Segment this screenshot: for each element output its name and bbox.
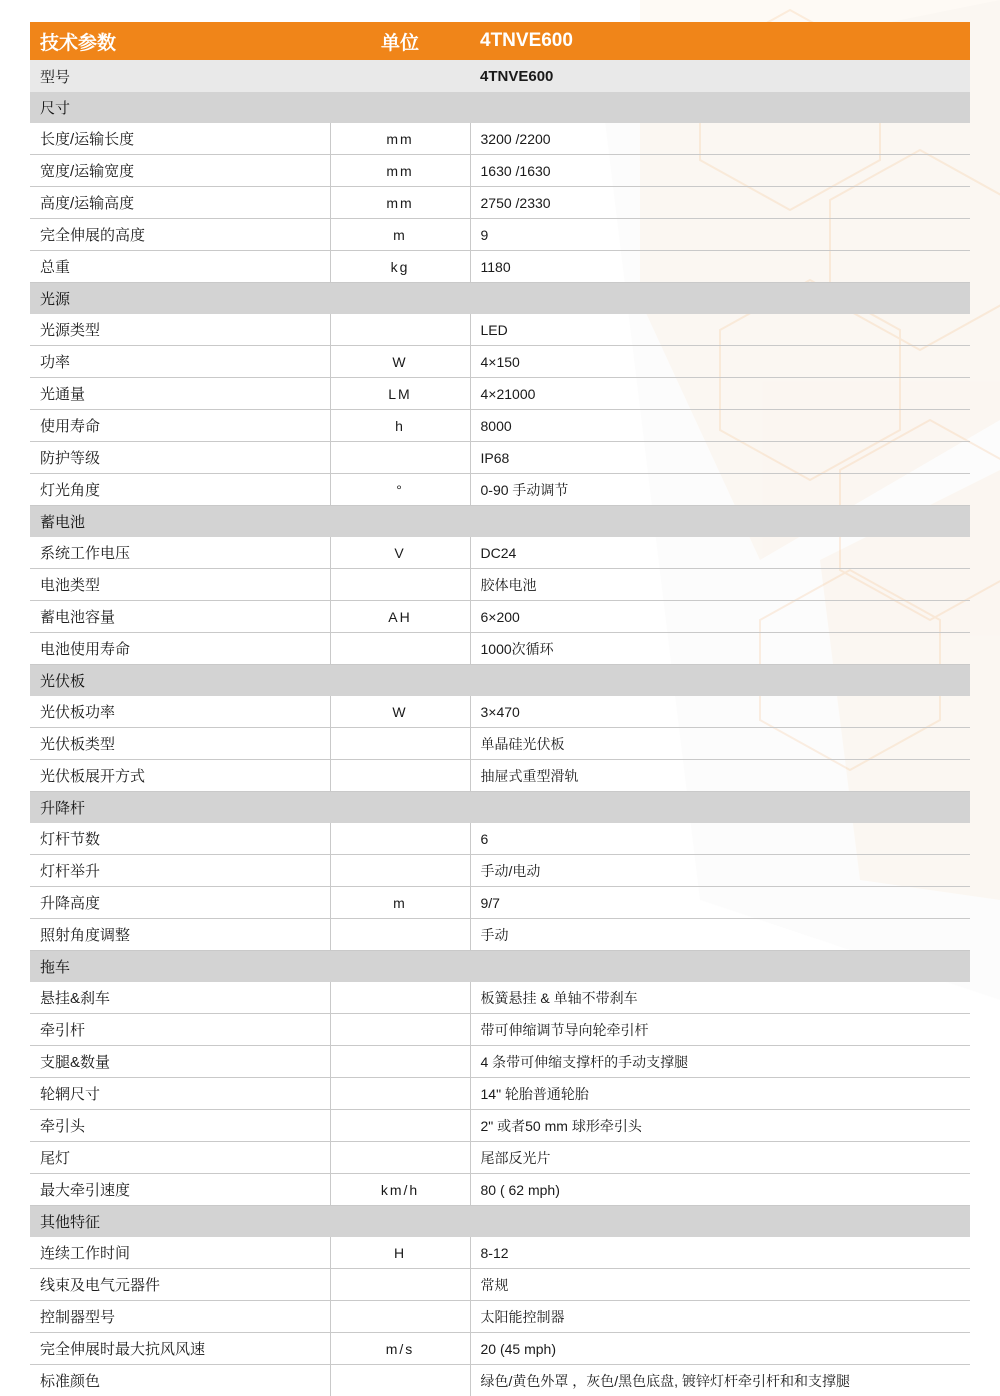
parameter-cell: 标准颜色 (30, 1365, 330, 1396)
parameter-cell: 总重 (30, 251, 330, 283)
unit-cell (330, 823, 470, 855)
table-row (30, 1301, 970, 1333)
section-row (30, 951, 970, 983)
unit-cell (330, 60, 470, 92)
value-cell: 8-12 (470, 1237, 970, 1269)
unit-cell (330, 442, 470, 474)
parameter-cell: 光伏板展开方式 (30, 760, 330, 792)
parameter-cell: 灯杆节数 (30, 823, 330, 855)
value-cell: 太阳能控制器 (470, 1301, 970, 1333)
unit-cell: m/s (330, 1333, 470, 1365)
parameter-cell: 长度/运输长度 (30, 123, 330, 155)
table-row (30, 982, 970, 1014)
table-row (30, 823, 970, 855)
unit-cell: mm (330, 123, 470, 155)
value-cell: 手动 (470, 919, 970, 951)
table-row (30, 1110, 970, 1142)
unit-cell: ° (330, 474, 470, 506)
spec-sheet (30, 0, 970, 1396)
table-row (30, 1174, 970, 1206)
table-row (30, 1078, 970, 1110)
parameter-cell: 光通量 (30, 378, 330, 410)
unit-cell: W (330, 696, 470, 728)
table-row (30, 1333, 970, 1365)
value-cell: 1630 /1630 (470, 155, 970, 187)
table-row (30, 251, 970, 283)
parameter-cell: 控制器型号 (30, 1301, 330, 1333)
table-row (30, 1142, 970, 1174)
header-unit: 单位 (330, 22, 470, 60)
table-row (30, 442, 970, 474)
unit-cell: h (330, 410, 470, 442)
unit-cell: W (330, 346, 470, 378)
table-row (30, 314, 970, 346)
value-cell: 14" 轮胎普通轮胎 (470, 1078, 970, 1110)
section-label: 升降杆 (30, 792, 970, 824)
unit-cell (330, 1014, 470, 1046)
table-row (30, 1046, 970, 1078)
section-row (30, 1206, 970, 1238)
value-cell: 单晶硅光伏板 (470, 728, 970, 760)
value-cell: 4 条带可伸缩支撑杆的手动支撑腿 (470, 1046, 970, 1078)
table-row (30, 569, 970, 601)
table-row (30, 378, 970, 410)
value-cell: 4×150 (470, 346, 970, 378)
value-cell: 手动/电动 (470, 855, 970, 887)
unit-cell: mm (330, 155, 470, 187)
parameter-cell: 光伏板类型 (30, 728, 330, 760)
value-cell: 3×470 (470, 696, 970, 728)
header-value: 4TNVE600 (470, 22, 970, 60)
parameter-cell: 灯杆举升 (30, 855, 330, 887)
value-cell: LED (470, 314, 970, 346)
parameter-cell: 牵引杆 (30, 1014, 330, 1046)
parameter-cell: 完全伸展的高度 (30, 219, 330, 251)
parameter-cell: 尾灯 (30, 1142, 330, 1174)
value-cell: 1000次循环 (470, 633, 970, 665)
section-row (30, 283, 970, 315)
value-cell: 8000 (470, 410, 970, 442)
table-row (30, 696, 970, 728)
header-parameter: 技术参数 (30, 22, 330, 60)
unit-cell (330, 569, 470, 601)
value-cell: 2750 /2330 (470, 187, 970, 219)
parameter-cell: 高度/运输高度 (30, 187, 330, 219)
value-cell: 9/7 (470, 887, 970, 919)
unit-cell: LM (330, 378, 470, 410)
unit-cell: kg (330, 251, 470, 283)
table-row (30, 537, 970, 569)
value-cell: 9 (470, 219, 970, 251)
parameter-cell: 连续工作时间 (30, 1237, 330, 1269)
value-cell: IP68 (470, 442, 970, 474)
table-row (30, 728, 970, 760)
unit-cell (330, 1301, 470, 1333)
unit-cell: m (330, 219, 470, 251)
unit-cell (330, 1269, 470, 1301)
unit-cell (330, 633, 470, 665)
unit-cell: H (330, 1237, 470, 1269)
parameter-cell: 型号 (30, 60, 330, 92)
parameter-cell: 完全伸展时最大抗风风速 (30, 1333, 330, 1365)
table-body (30, 22, 970, 1396)
table-row (30, 346, 970, 378)
parameter-cell: 系统工作电压 (30, 537, 330, 569)
section-row (30, 792, 970, 824)
value-cell: DC24 (470, 537, 970, 569)
unit-cell (330, 1142, 470, 1174)
section-row (30, 92, 970, 123)
table-row (30, 1365, 970, 1396)
table-row (30, 1237, 970, 1269)
unit-cell: V (330, 537, 470, 569)
unit-cell (330, 855, 470, 887)
table-row (30, 1014, 970, 1046)
unit-cell: m (330, 887, 470, 919)
parameter-cell: 升降高度 (30, 887, 330, 919)
unit-cell: km/h (330, 1174, 470, 1206)
unit-cell (330, 1110, 470, 1142)
value-cell: 1180 (470, 251, 970, 283)
parameter-cell: 线束及电气元器件 (30, 1269, 330, 1301)
section-label: 其他特征 (30, 1206, 970, 1238)
value-cell: 6×200 (470, 601, 970, 633)
section-label: 光源 (30, 283, 970, 315)
parameter-cell: 支腿&数量 (30, 1046, 330, 1078)
section-row (30, 665, 970, 697)
parameter-cell: 光伏板功率 (30, 696, 330, 728)
unit-cell (330, 919, 470, 951)
parameter-cell: 牵引头 (30, 1110, 330, 1142)
section-label: 光伏板 (30, 665, 970, 697)
specifications-table (30, 22, 970, 1396)
section-label: 拖车 (30, 951, 970, 983)
unit-cell: mm (330, 187, 470, 219)
value-cell: 尾部反光片 (470, 1142, 970, 1174)
table-row (30, 855, 970, 887)
table-row (30, 155, 970, 187)
unit-cell: AH (330, 601, 470, 633)
value-cell: 80 ( 62 mph) (470, 1174, 970, 1206)
value-cell: 6 (470, 823, 970, 855)
value-cell: 4TNVE600 (470, 60, 970, 92)
parameter-cell: 光源类型 (30, 314, 330, 346)
section-label: 蓄电池 (30, 506, 970, 538)
table-row (30, 123, 970, 155)
unit-cell (330, 728, 470, 760)
value-cell: 带可伸缩调节导向轮牵引杆 (470, 1014, 970, 1046)
parameter-cell: 宽度/运输宽度 (30, 155, 330, 187)
parameter-cell: 最大牵引速度 (30, 1174, 330, 1206)
parameter-cell: 悬挂&刹车 (30, 982, 330, 1014)
parameter-cell: 照射角度调整 (30, 919, 330, 951)
parameter-cell: 电池使用寿命 (30, 633, 330, 665)
value-cell: 胶体电池 (470, 569, 970, 601)
unit-cell (330, 314, 470, 346)
value-cell: 4×21000 (470, 378, 970, 410)
value-cell: 抽屉式重型滑轨 (470, 760, 970, 792)
table-row (30, 760, 970, 792)
unit-cell (330, 1365, 470, 1396)
table-header-row (30, 22, 970, 60)
unit-cell (330, 1046, 470, 1078)
table-row (30, 187, 970, 219)
parameter-cell: 防护等级 (30, 442, 330, 474)
value-cell: 板簧悬挂 & 单轴不带刹车 (470, 982, 970, 1014)
section-label: 尺寸 (30, 92, 970, 123)
table-row (30, 219, 970, 251)
unit-cell (330, 982, 470, 1014)
unit-cell (330, 760, 470, 792)
value-cell: 0-90 手动调节 (470, 474, 970, 506)
value-cell: 绿色/黄色外罩 ，灰色/黑色底盘, 镀锌灯杆牵引杆和和支撑腿 (470, 1365, 970, 1396)
parameter-cell: 蓄电池容量 (30, 601, 330, 633)
table-row (30, 887, 970, 919)
value-cell: 2" 或者50 mm 球形牵引头 (470, 1110, 970, 1142)
model-row (30, 60, 970, 92)
section-row (30, 506, 970, 538)
value-cell: 20 (45 mph) (470, 1333, 970, 1365)
parameter-cell: 电池类型 (30, 569, 330, 601)
table-row (30, 633, 970, 665)
table-row (30, 410, 970, 442)
table-row (30, 474, 970, 506)
table-row (30, 601, 970, 633)
table-row (30, 1269, 970, 1301)
parameter-cell: 轮辋尺寸 (30, 1078, 330, 1110)
table-row (30, 919, 970, 951)
value-cell: 常规 (470, 1269, 970, 1301)
value-cell: 3200 /2200 (470, 123, 970, 155)
parameter-cell: 功率 (30, 346, 330, 378)
unit-cell (330, 1078, 470, 1110)
parameter-cell: 灯光角度 (30, 474, 330, 506)
parameter-cell: 使用寿命 (30, 410, 330, 442)
